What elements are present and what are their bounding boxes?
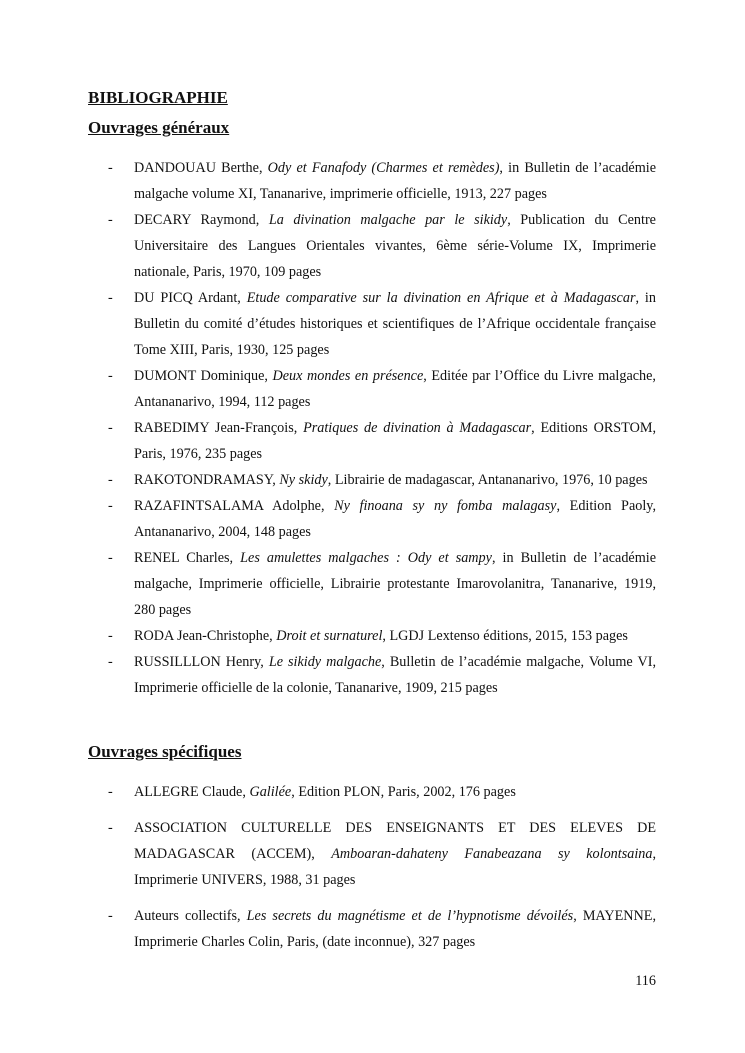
entry-bullet: - bbox=[108, 654, 113, 670]
entry-author: RABEDIMY Jean-François, bbox=[134, 420, 304, 436]
bibliography-entry bbox=[88, 779, 656, 805]
entry-author: DUMONT Dominique, bbox=[134, 368, 273, 384]
entry-author: RODA Jean-Christophe, bbox=[134, 628, 277, 644]
entry-details: , Editions ORSTOM, Paris, 1976, 235 pages bbox=[134, 420, 656, 462]
entry-author: DECARY Raymond, bbox=[134, 212, 269, 228]
entry-title: Galilée bbox=[249, 784, 292, 800]
entry-bullet: - bbox=[108, 290, 113, 306]
bibliography-entry bbox=[88, 903, 656, 955]
entry-title: Droit et surnaturel bbox=[276, 628, 383, 644]
bibliography-entry bbox=[88, 649, 656, 701]
entry-bullet: - bbox=[108, 420, 113, 436]
entry-author: ALLEGRE Claude, bbox=[134, 784, 250, 800]
bibliography-entry bbox=[88, 155, 656, 207]
entry-title: Le sikidy malgache bbox=[268, 654, 382, 670]
entry-bullet: - bbox=[108, 550, 113, 566]
entry-author: Auteurs collectifs, bbox=[134, 908, 247, 924]
bibliography-entry bbox=[88, 623, 656, 649]
entry-title: Etude comparative sur la divination en Afrique et à Madagascar bbox=[246, 290, 636, 306]
entry-title: Ny skidy bbox=[279, 472, 328, 488]
bibliography-entry bbox=[88, 415, 656, 467]
entry-author: DANDOUAU Berthe, bbox=[134, 160, 268, 176]
entry-title: La divination malgache par le sikidy bbox=[268, 212, 508, 228]
entry-title: Amboaran-dahateny Fanabeazana sy kolontsaina bbox=[331, 846, 653, 862]
bibliography-heading: BIBLIOGRAPHIE bbox=[88, 88, 228, 107]
entry-title: Les secrets du magnétisme et de l’hypnotisme dévoilés bbox=[246, 908, 574, 924]
bibliography-entry bbox=[88, 207, 656, 285]
entry-details: , Editée par l’Office du Livre malgache, Antananarivo, 1994, 112 pages bbox=[134, 368, 656, 410]
entry-details: , Publication du Centre Universitaire des Langues Orientales vivantes, 6ème série-Volume IX, Imprimerie nationale, Paris, 1970, 109 pages bbox=[134, 212, 656, 280]
entry-author: ASSOCIATION CULTURELLE DES ENSEIGNANTS ET DES ELEVES DE MADAGASCAR (ACCEM), bbox=[134, 820, 656, 862]
entry-title: Ny finoana sy ny fomba malagasy bbox=[334, 498, 557, 514]
entry-title: Ody et Fanafody (Charmes et remèdes) bbox=[267, 160, 500, 176]
entry-author: RUSSILLLON Henry, bbox=[134, 654, 269, 670]
entry-bullet: - bbox=[108, 784, 113, 800]
bibliography-entry bbox=[88, 363, 656, 415]
general-works-list bbox=[88, 155, 656, 701]
entry-details: , Edition PLON, Paris, 2002, 176 pages bbox=[291, 784, 516, 800]
entry-details: , Librairie de madagascar, Antananarivo, 1976, 10 pages bbox=[327, 472, 648, 488]
bibliography-entry bbox=[88, 545, 656, 623]
entry-title: Deux mondes en présence bbox=[272, 368, 424, 384]
entry-author: RAZAFINTSALAMA Adolphe, bbox=[134, 498, 335, 514]
entry-details: , LGDJ Lextenso éditions, 2015, 153 pages bbox=[382, 628, 628, 644]
section-title-general: Ouvrages généraux bbox=[88, 118, 230, 137]
bibliography-entry bbox=[88, 493, 656, 545]
entry-bullet: - bbox=[108, 498, 113, 514]
entry-bullet: - bbox=[108, 472, 113, 488]
entry-title: Les amulettes malgaches : Ody et sampy bbox=[240, 550, 492, 566]
entry-bullet: - bbox=[108, 368, 113, 384]
entry-details: , Bulletin de l’académie malgache, Volume VI, Imprimerie officielle de la colonie, Tananarive, 1909, 215 pages bbox=[134, 654, 657, 696]
entry-details: , Imprimerie UNIVERS, 1988, 31 pages bbox=[134, 846, 657, 888]
bibliography-entry bbox=[88, 467, 656, 493]
page-number: 116 bbox=[635, 973, 656, 989]
entry-bullet: - bbox=[108, 212, 113, 228]
section-title-specific: Ouvrages spécifiques bbox=[88, 742, 242, 761]
entry-details: , in Bulletin de l’académie malgache volume XI, Tananarive, imprimerie officielle, 1913, 227 pages bbox=[134, 160, 656, 202]
entry-bullet: - bbox=[108, 908, 113, 924]
entry-bullet: - bbox=[108, 160, 113, 176]
bibliography-entry bbox=[88, 285, 656, 363]
entry-details: , Edition Paoly, Antananarivo, 2004, 148 pages bbox=[134, 498, 657, 540]
entry-bullet: - bbox=[108, 628, 113, 644]
entry-details: , in Bulletin du comité d’études historiques et scientifiques de l’Afrique occidentale française Tome XIII, Paris, 1930, 125 pages bbox=[134, 290, 656, 358]
entry-author: RAKOTONDRAMASY, bbox=[134, 472, 280, 488]
entry-details: , in Bulletin de l’académie malgache, Imprimerie officielle, Librairie protestante Imarovolanitra, Tananarive, 1919, 280 pages bbox=[134, 550, 656, 618]
entry-author: RENEL Charles, bbox=[134, 550, 241, 566]
bibliography-entry bbox=[88, 815, 656, 893]
entry-author: DU PICQ Ardant, bbox=[134, 290, 247, 306]
entry-title: Pratiques de divination à Madagascar bbox=[303, 420, 532, 436]
entry-bullet: - bbox=[108, 820, 113, 836]
entry-details: , MAYENNE, Imprimerie Charles Colin, Paris, (date inconnue), 327 pages bbox=[134, 908, 656, 950]
